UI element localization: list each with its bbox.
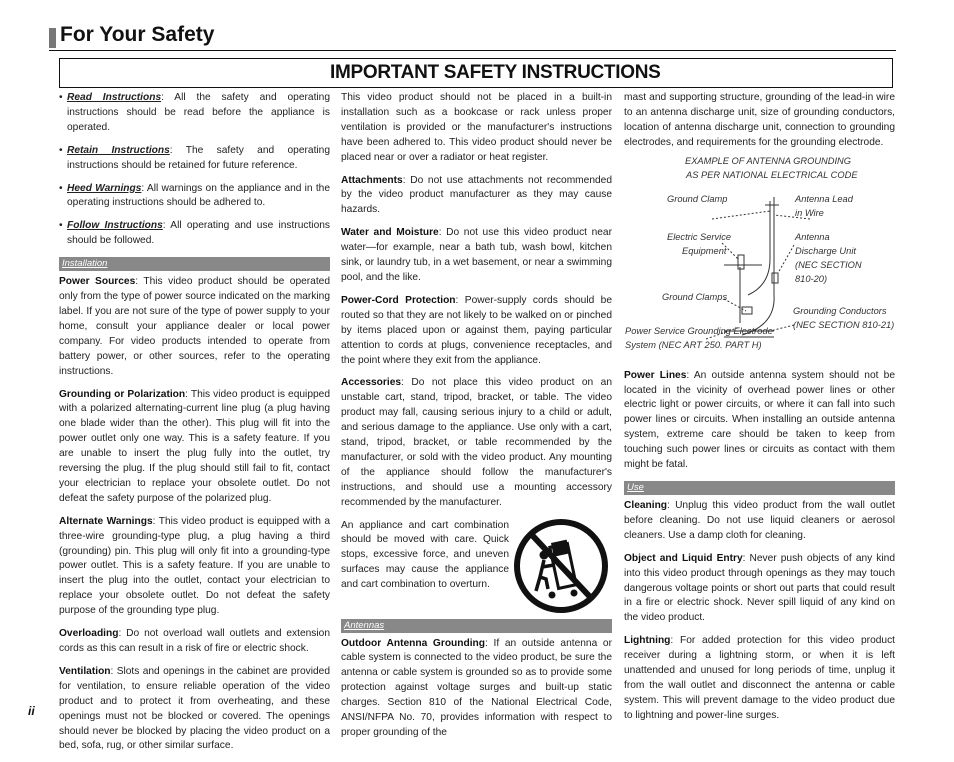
page-number: ii	[28, 704, 35, 718]
label-electric-1: Electric Service	[667, 231, 732, 242]
para-antenna-continued: mast and supporting structure, grounding of the lead-in wire to an antenna discharge unit, size of grounding conductors, location of antenna discharge unit, connection to grounding electrodes, and requirements for the grounding electrode.	[624, 92, 895, 148]
label-discharge-4: 810-20)	[795, 273, 828, 284]
label-discharge-2: Discharge Unit	[795, 245, 856, 256]
bullet-read: • Read Instructions: All the safety and operating instructions should be read before the appliance is operated.	[59, 91, 330, 136]
cart-warning-block	[341, 519, 612, 611]
para-water: Water and Moisture: Do not use this video product near water—for example, near a bath tub, wash bowl, kitchen sink, or laundry tub, in a wet basement, or near a swimming pool, and the like.	[341, 227, 612, 283]
para-cleaning: Cleaning: Unplug this video product from the wall outlet before cleaning. Do not use liquid cleaners or aerosol cleaners. Use a damp cloth for cleaning.	[624, 499, 895, 541]
antenna-grounding-diagram	[624, 155, 895, 363]
label-conductors-1: Grounding Conductors	[793, 305, 887, 316]
para-power-lines: Power Lines: An outside antenna system should not be located in the vicinity of overhead power lines or other electric light or power circuits, or where it can fall into such power lines or circuits. When installing an outside antenna system, extreme care should be taken to keep from touching such power lines or circuits as contact with them might be fatal.	[624, 369, 895, 471]
cart-warning-icon	[514, 519, 609, 614]
label-electric-2: Equipment	[682, 245, 727, 256]
para-overloading: Overloading: Do not overload wall outlets and extension cords as this can result in a risk of fire or electric shock.	[59, 628, 330, 654]
bullet-heed: • Heed Warnings: All warnings on the appliance and in the operating instructions should be adhered to.	[59, 182, 330, 212]
section-antennas: Antennas	[341, 619, 612, 633]
para-alternate-warnings: Alternate Warnings: This video product is equipped with a three-wire grounding-type plug, a plug having a third (grounding) pin. This plug will only fit into a grounding-type power outlet. This is a safety feature. If you are unable to insert the plug into the outlet, contact your electrician to replace your obsolete outlet. Do not defeat the safety purpose of the grounding type plug.	[59, 515, 330, 617]
para-power-sources: Power Sources: This video product should be operated only from the type of power source indicated on the marking label. If you are not sure of the type of power supply to your home, consult your appliance dealer or local power company. For video products intended to operate from battery power, or other sources, refer to the operating instructions.	[59, 276, 330, 377]
label-electrode-1: Power Service Grounding Electrode	[625, 325, 773, 336]
section-use: Use	[624, 481, 895, 495]
para-accessories: Accessories: Do not place this video product on an unstable cart, stand, tripod, bracket, or table. The video product may fall, causing serious injury to a child or adult, and serious damage to the appliance. Use only with a cart, stand, tripod, bracket, or table recommended by the manufacturer, or sold with the video product. Any mounting of the appliance should follow the manufacturer's instructions, and should use a mounting accessory recommended by the manufacturer.	[341, 377, 612, 508]
label-discharge-1: Antenna	[795, 231, 830, 242]
page-header	[49, 23, 896, 50]
para-power-cord: Power-Cord Protection: Power-supply cords should be routed so that they are not likely to be walked on or pinched by items placed upon or against them, paying particular attention to cords at plugs, convenience receptacles, and the point where they exit from the appliance.	[341, 294, 612, 366]
para-builtin: This video product should not be placed in a built-in installation such as a bookcase or rack unless proper ventilation is provided or the manufacturer's instructions have been adhered to. This video product should never be placed near or over a radiator or heat register.	[341, 92, 612, 163]
header-accent-bar	[49, 28, 56, 48]
para-cart: An appliance and cart combination should be moved with care. Quick stops, excessive force, and uneven surfaces may cause the appliance and cart combination to overturn.	[341, 519, 509, 591]
label-ground-clamp: Ground Clamp	[667, 193, 728, 204]
bullet-retain: • Retain Instructions: The safety and operating instructions should be retained for future reference.	[59, 144, 330, 174]
header-rule	[49, 50, 896, 51]
label-ground-clamps: Ground Clamps	[662, 291, 728, 302]
section-installation: Installation	[59, 257, 330, 271]
label-antenna-lead-1: Antenna Lead	[795, 193, 853, 204]
diagram-title-2: AS PER NATIONAL ELECTRICAL CODE	[686, 169, 858, 180]
label-electrode-2: System (NEC ART 250. PART H)	[625, 339, 762, 350]
label-antenna-lead-2: in Wire	[795, 207, 824, 218]
para-object-liquid: Object and Liquid Entry: Never push objects of any kind into this video product through openings as they may touch dangerous voltage points or short out parts that could result in a fire or electric shock. Never spill liquid of any kind on the video product.	[624, 552, 895, 624]
para-lightning: Lightning: For added protection for this video product receiver during a lightning storm, or when it is left unattended and unused for long periods of time, unplug it from the wall outlet and disconnect the antenna or cable system. This will prevent damage to the video product due to lightning and power-line surges.	[624, 635, 895, 721]
para-outdoor-antenna: Outdoor Antenna Grounding: If an outside antenna or cable system is connected to the video product, be sure the antenna or cable system is grounded so as to provide some protection against voltage surges and built-up static charges. Section 810 of the National Electrical Code, ANSI/NFPA No. 70, provides information with respect to proper grounding of the	[341, 637, 612, 738]
label-discharge-3: (NEC SECTION	[795, 259, 862, 270]
column-3	[624, 91, 895, 732]
label-conductors-2: (NEC SECTION 810-21)	[793, 319, 895, 330]
safety-banner	[59, 58, 893, 88]
column-1	[59, 91, 330, 762]
para-attachments: Attachments: Do not use attachments not recommended by the video product manufacturer as they may cause hazards.	[341, 174, 612, 216]
banner-title: IMPORTANT SAFETY INSTRUCTIONS	[330, 62, 661, 83]
diagram-title-1: EXAMPLE OF ANTENNA GROUNDING	[685, 155, 851, 166]
bullet-follow: • Follow Instructions: All operating and use instructions should be followed.	[59, 219, 330, 249]
page-title: For Your Safety	[60, 23, 215, 46]
column-2	[341, 91, 612, 749]
para-grounding: Grounding or Polarization: This video product is equipped with a polarized alternating-current line plug (a plug having one blade wider than the other). This plug will fit into the power outlet only one way. This is a safety feature. If you are unable to insert the plug fully into the outlet, try reversing the plug. If the plug should still fail to fit, contact your electrician to replace your obsolete outlet. Do not defeat the safety purpose of the polarized plug.	[59, 388, 330, 504]
para-ventilation: Ventilation: Slots and openings in the cabinet are provided for ventilation, to ensure reliable operation of the video product and to protect it from overheating, and these openings must not be blocked or covered. The openings should never be blocked by placing the video product on a bed, sofa, rug, or other similar surface.	[59, 665, 330, 752]
